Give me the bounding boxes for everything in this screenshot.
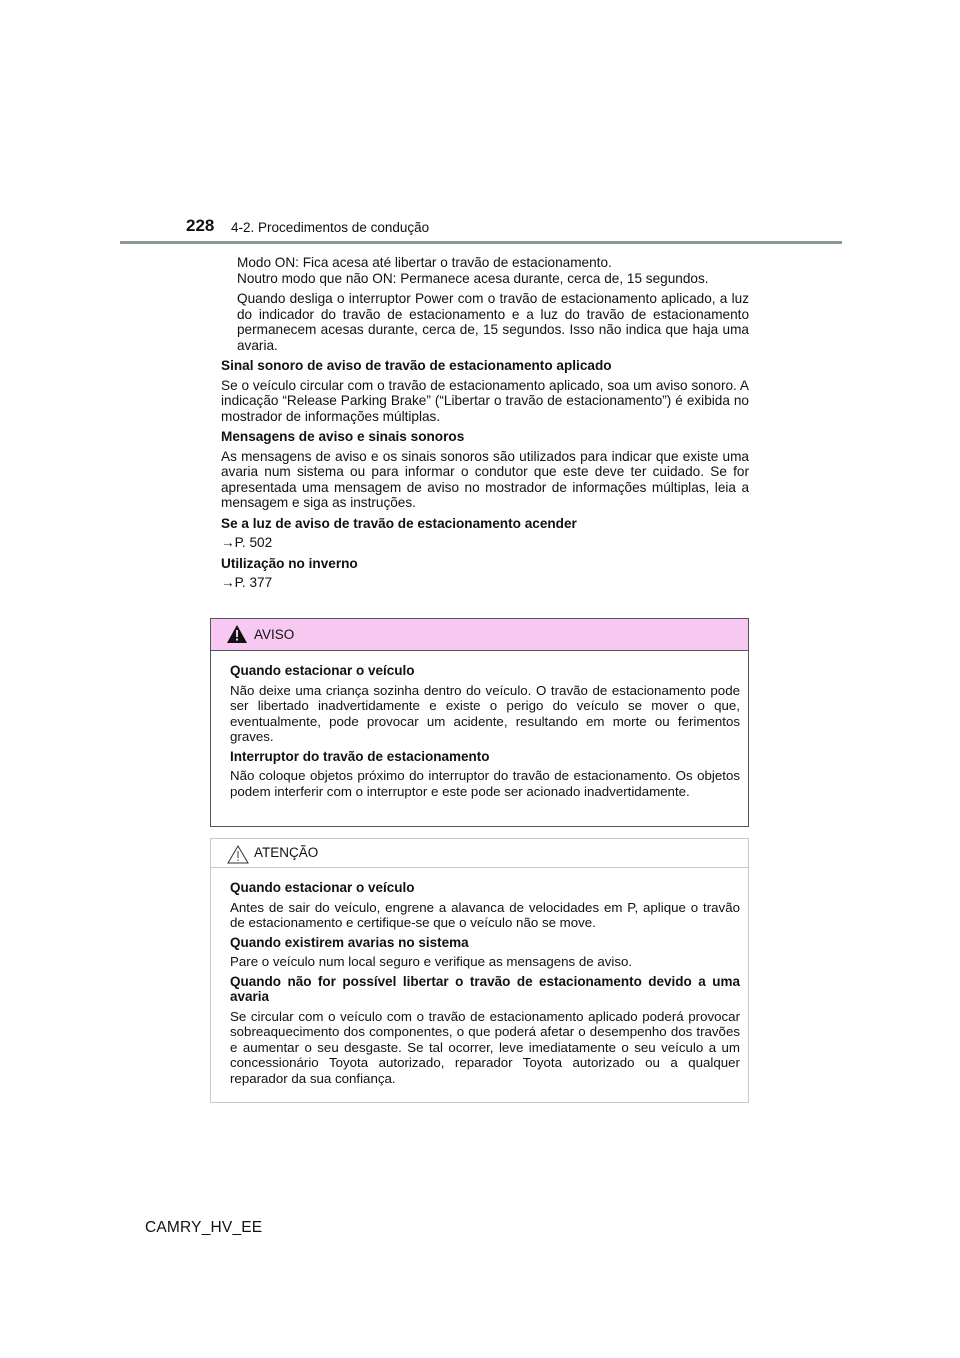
aviso-header (211, 619, 748, 651)
paragraph: Antes de sair do veículo, engrene a alavanca de velocidades em P, aplique o travão de estacionamento e certifique-se que o veículo não se move. (230, 899, 740, 930)
aviso-content (211, 651, 748, 799)
header-rule (120, 241, 842, 244)
paragraph: Quando desliga o interruptor Power com o travão de estacionamento aplicado, a luz do indicador do travão de estacionamento e a luz do travão de estacionamento permanecem acesas durante, cerca de, 15 segundos. Isso não indica que haja uma avaria. (237, 291, 749, 353)
paragraph: Não deixe uma criança sozinha dentro do veículo. O travão de estacionamento pode ser libertado inadvertidamente e existe o perigo do veículo se mover o que, eventualmente, pode provocar um acidente, resultando em morte ou ferimentos graves. (230, 682, 740, 744)
subheading: Utilização no inverno (221, 555, 358, 571)
main-text (221, 255, 749, 596)
paragraph: Se circular com o veículo com o travão de estacionamento aplicado poderá provocar sobreaquecimento dos componentes, o que poderá afetar o desempenho dos travões e aumentar o seu desgaste. Se tal ocorrer, leve imediatamente o seu veículo a um concessionário Toyota autorizado, reparador Toyota autorizado ou a qualquer reparador da sua confiança. (230, 1008, 740, 1086)
paragraph: As mensagens de aviso e os sinais sonoros são utilizados para indicar que existe uma avaria num sistema ou para informar o condutor que este deve ter cuidado. Se for apresentada uma mensagem de aviso no mostrador de informações múltiplas, leia a mensagem e siga as instruções. (221, 448, 749, 510)
paragraph: Noutro modo que não ON: Permanece acesa durante, cerca de, 15 segundos. (237, 270, 709, 286)
atencao-label: ATENÇÃO (254, 845, 319, 860)
atencao-header (211, 839, 748, 868)
aviso-label: AVISO (254, 627, 295, 642)
subheading: Sinal sonoro de aviso de travão de estacionamento aplicado (221, 358, 612, 373)
atencao-box (210, 838, 749, 1103)
warning-triangle-icon (227, 625, 247, 648)
paragraph: Se o veículo circular com o travão de estacionamento aplicado, soa um aviso sonoro. A indicação “Release Parking Brake” (“Libertar o travão de estacionamento”) é exibida no mostrador de informações múltiplas. (221, 377, 749, 424)
subheading: Se a luz de aviso de travão de estacionamento acender (221, 515, 577, 531)
aviso-box (210, 618, 749, 827)
paragraph: Não coloque objetos próximo do interruptor do travão de estacionamento. Os objetos podem interferir com o interruptor e este pode ser acionado inadvertidamente. (230, 768, 740, 799)
paragraph: Modo ON: Fica acesa até libertar o travão de estacionamento. (237, 255, 612, 270)
subheading: Mensagens de aviso e sinais sonoros (221, 429, 465, 444)
subheading: Quando existirem avarias no sistema (230, 934, 469, 950)
page-reference: →P. 377 (221, 575, 273, 590)
subheading: Quando não for possível libertar o travão de estacionamento devido a uma avaria (230, 973, 740, 1004)
model-code: CAMRY_HV_EE (145, 1219, 263, 1236)
paragraph: Pare o veículo num local seguro e verifique as mensagens de aviso. (230, 954, 633, 969)
section-title: 4-2. Procedimentos de condução (231, 220, 430, 235)
subheading: Interruptor do travão de estacionamento (230, 748, 490, 764)
page-number: 228 (186, 216, 215, 235)
atencao-content (211, 868, 748, 1086)
subheading: Quando estacionar o veículo (230, 663, 415, 678)
caution-triangle-icon (227, 845, 249, 869)
page-reference: →P. 502 (221, 535, 273, 550)
subheading: Quando estacionar o veículo (230, 880, 415, 895)
